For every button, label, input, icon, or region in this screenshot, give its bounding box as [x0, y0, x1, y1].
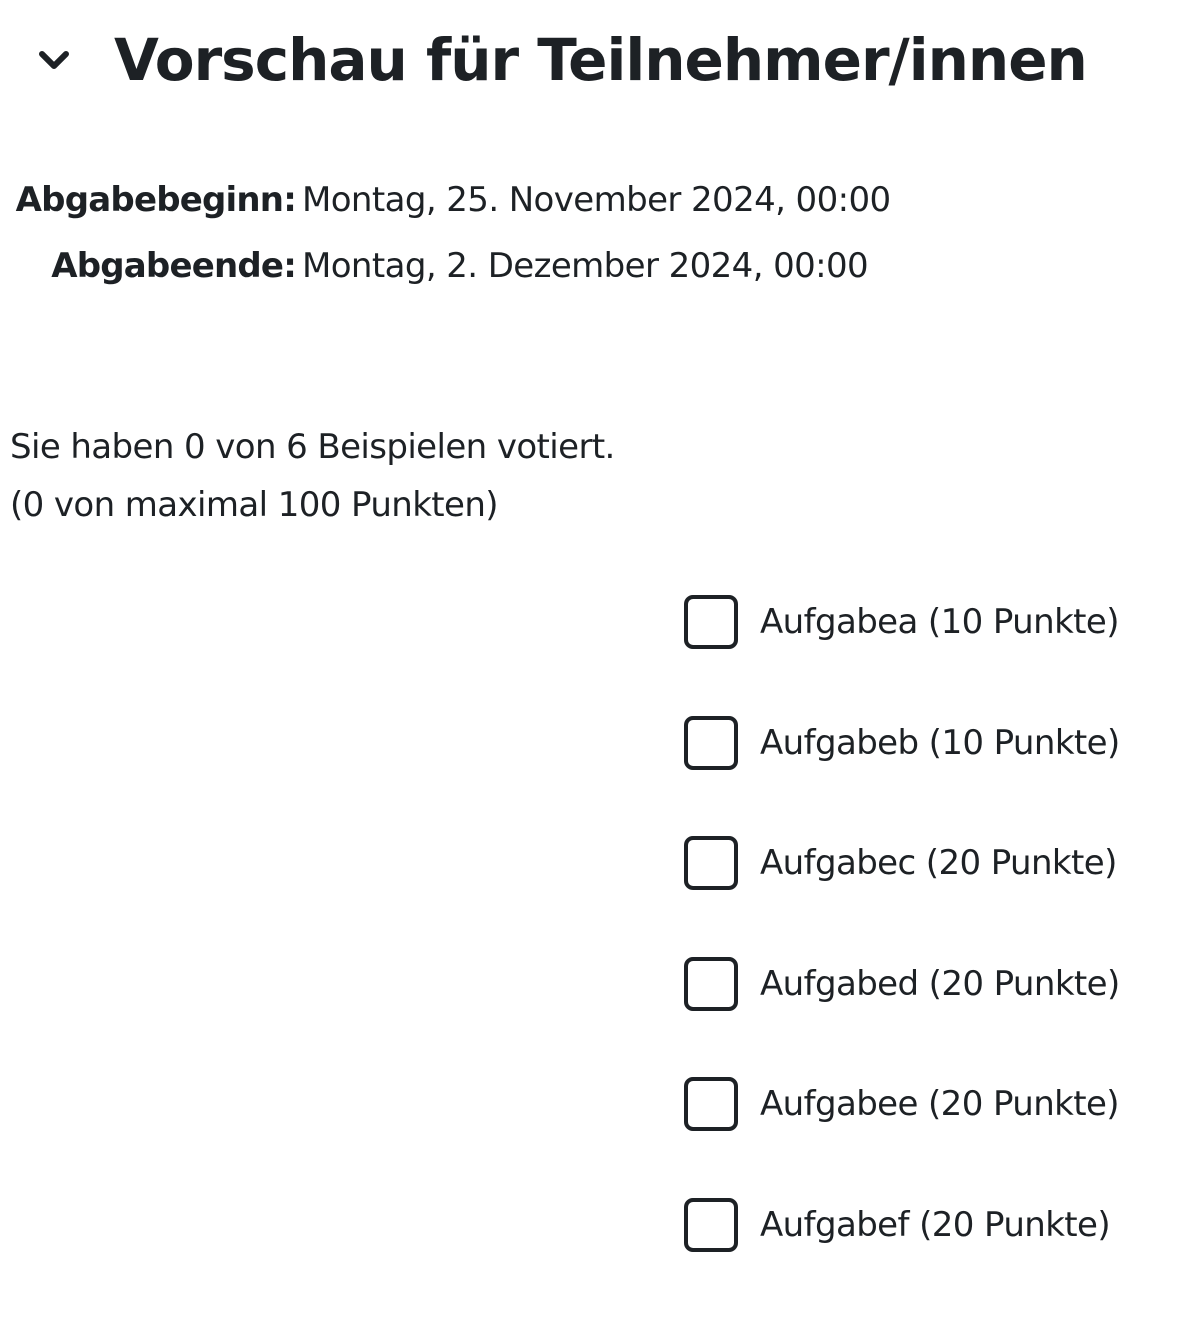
- task-item-c[interactable]: [684, 833, 1120, 893]
- task-checkbox-list: [684, 592, 1120, 1315]
- start-date-value: Montag, 25. November 2024, 00:00: [302, 180, 891, 220]
- date-row-start: [0, 180, 891, 246]
- end-date-label: Abgabeende:: [51, 246, 296, 286]
- task-checkbox[interactable]: [684, 595, 738, 649]
- task-item-d[interactable]: [684, 954, 1120, 1014]
- task-item-b[interactable]: [684, 713, 1120, 773]
- section-title: Vorschau für Teilnehmer/innen: [114, 26, 1087, 94]
- task-item-e[interactable]: [684, 1074, 1120, 1134]
- task-checkbox[interactable]: [684, 1198, 738, 1252]
- task-label: Aufgabeb (10 Punkte): [760, 722, 1120, 763]
- task-label: Aufgabef (20 Punkte): [760, 1204, 1111, 1245]
- points-summary-text: (0 von maximal 100 Punkten): [10, 485, 498, 525]
- date-row-end: [0, 246, 891, 312]
- task-checkbox[interactable]: [684, 957, 738, 1011]
- start-date-label: Abgabebeginn:: [15, 180, 296, 220]
- vote-count-text: Sie haben 0 von 6 Beispielen votiert.: [10, 427, 615, 467]
- task-checkbox[interactable]: [684, 836, 738, 890]
- task-label: Aufgabed (20 Punkte): [760, 963, 1120, 1004]
- end-date-value: Montag, 2. Dezember 2024, 00:00: [302, 246, 869, 286]
- task-label: Aufgabee (20 Punkte): [760, 1084, 1119, 1124]
- task-label: Aufgabec (20 Punkte): [760, 843, 1117, 883]
- task-item-a[interactable]: [684, 592, 1120, 652]
- task-label: Aufgabea (10 Punkte): [760, 602, 1119, 642]
- chevron-down-icon[interactable]: [28, 34, 80, 86]
- task-item-f[interactable]: [684, 1195, 1120, 1255]
- section-header: [28, 18, 1087, 102]
- task-checkbox[interactable]: [684, 1077, 738, 1131]
- submission-dates: [0, 180, 891, 312]
- vote-summary: [10, 418, 615, 534]
- task-checkbox[interactable]: [684, 716, 738, 770]
